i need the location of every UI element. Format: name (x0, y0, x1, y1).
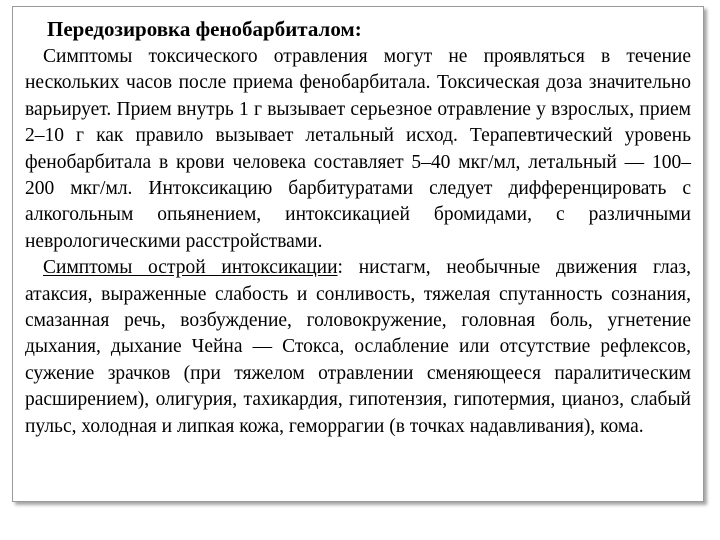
paragraph-symptoms (25, 255, 691, 440)
symptoms-list: : нистагм, необычные движения глаз, атаксия, выраженные слабость и сонливость, тяжелая спутанность сознания, смазанная речь, возбуждение, головокружение, головная боль, угнетение дыхания, дыхание Чейна — Стокса, ослабление или отсутствие рефлексов, сужение зрачков (при тяжелом отравлении сменяющееся паралитическим расширением), олигурия, тахикардия, гипотензия, гипотермия, цианоз, слабый пульс, холодная и липкая кожа, геморрагии (в точках надавливания), кома. (25, 257, 691, 437)
symptoms-heading: Симптомы острой интоксикации (43, 257, 338, 279)
slide-title: Передозировка фенобарбиталом: (47, 17, 362, 41)
paragraph-toxicity: Симптомы токсического отравления могут не проявляться в течение нескольких часов после приема фенобарбитала. Токсическая доза значительно варьирует. Прием внутрь 1 г вызывает серьезное отравление у взрослых, прием 2–10 г как правило вызывает летальный исход. Терапевтический уровень фенобарбитала в крови человека составляет 5–40 мкг/мл, летальный — 100–200 мкг/мл. Интоксикацию барбитуратами следует дифференцировать с алкогольным опьянением, интоксикацией бромидами, с различными неврологическими расстройствами. (25, 46, 691, 252)
slide-frame (12, 6, 704, 502)
